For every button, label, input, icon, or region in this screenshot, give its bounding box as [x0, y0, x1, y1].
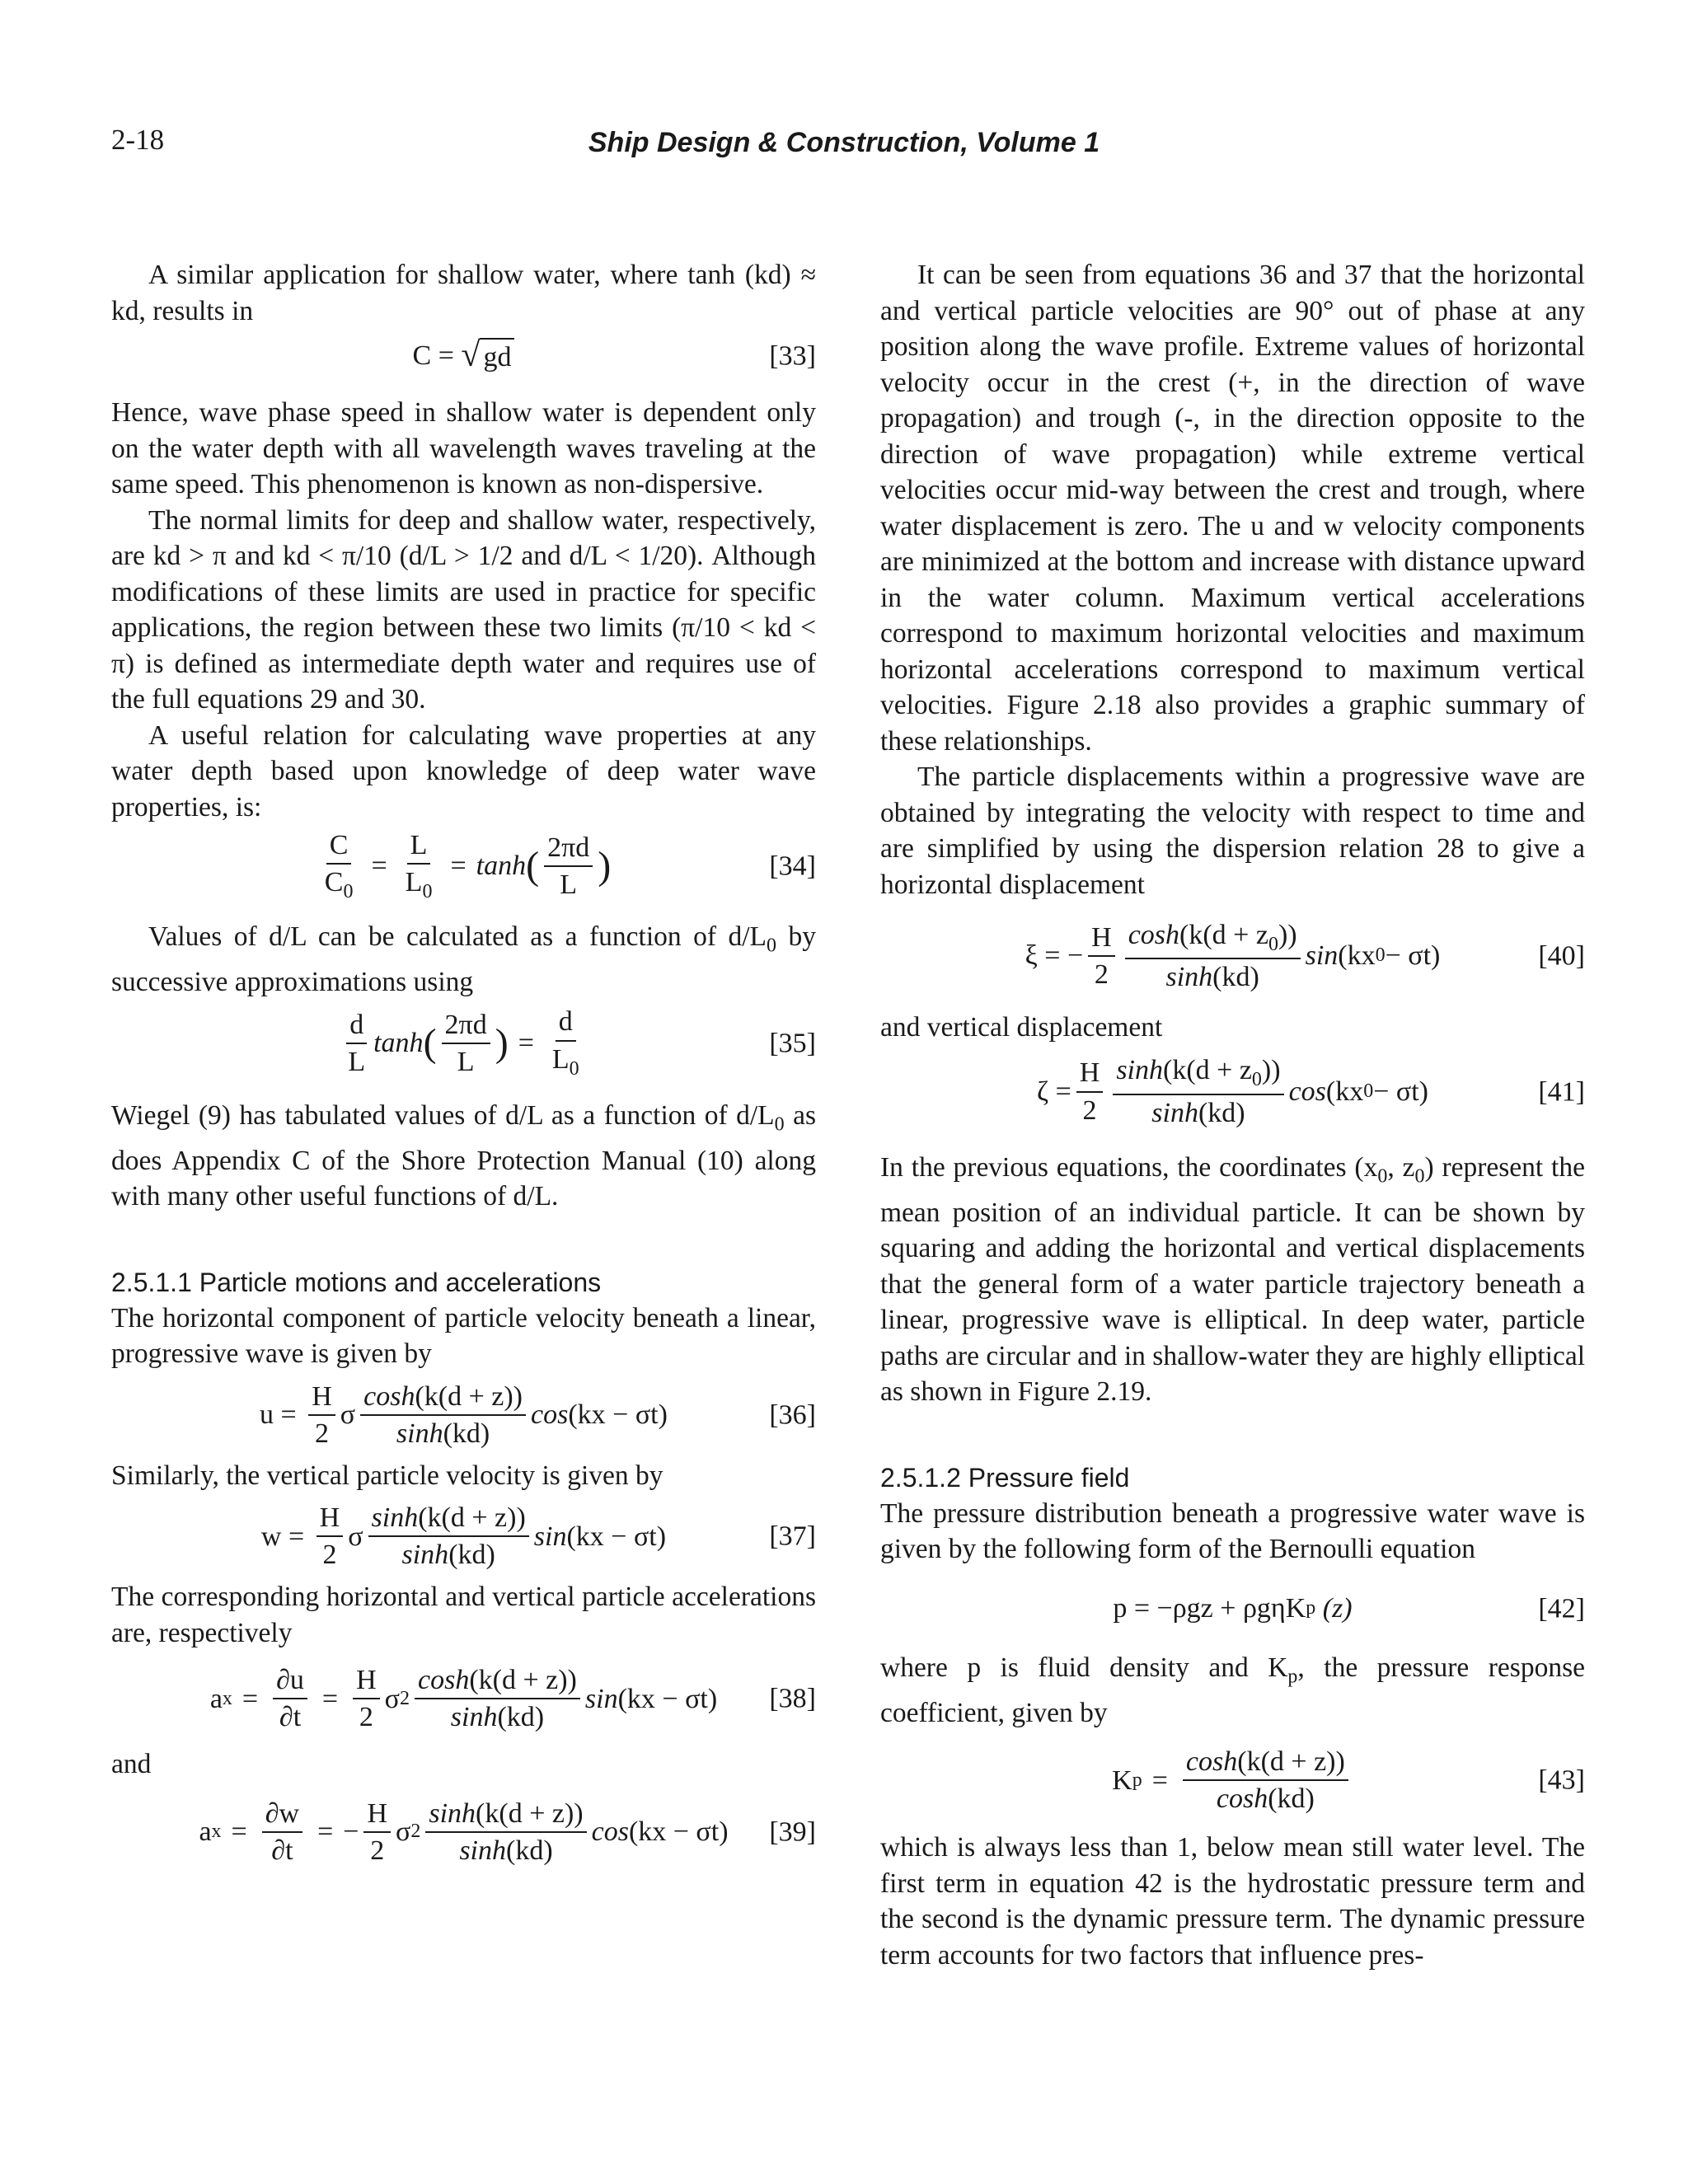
section-heading: 2.5.1.2 Pressure field [880, 1462, 1130, 1493]
paragraph: It can be seen from equations 36 and 37 that the horizontal and vertical particle velocities are 90° out of phase at any position along the wave profile. Extreme values of horizontal velocity occur in the crest (+, in the direction of wave propagation) and trough (-, in the direction opposite to the direction of wave propagation) while extreme vertical velocities occur mid-way between the crest and trough, where water displacement is zero. The u and w velocity components are minimized at the bottom and increase with distance upward in the water column. Maximum vertical accelerations correspond to maximum horizontal velocities and maximum horizontal accelerations correspond to maximum vertical velocities. Figure 2.18 also provides a graphic summary of these relationships. [880, 260, 1585, 757]
equation-42: p = −ρgz + ρgηK p (z) [42] [1113, 1593, 1585, 1624]
equation-number: [33] [769, 340, 816, 372]
paragraph: The normal limits for deep and shallow water, respectively, are kd > π and kd < π/10 (d/L > 1/2 and d/L < 1/20). Although modifications of these limits are used in practice for specific applications, the region between these two limits (π/10 < kd < π) is defined as intermediate depth water and requires use of the full equations 29 and 30. [111, 504, 816, 715]
right-column [880, 257, 1585, 1973]
equation-40: ξ = − $\frac{H}{2}$ $\frac{\cosh(k(d + z_0))}{\sinh(kd)}$ sin (kx 0 − σt) [40] [1025, 919, 1585, 993]
equation-number: [38] [769, 1683, 816, 1714]
equation-41: ζ = $\frac{H}{2}$ $\frac{\sinh(k(d + z_0))}{\sinh(kd)}$ cos (kx 0 − σt) [41] [1036, 1055, 1585, 1128]
paragraph: The pressure distribution beneath a progressive water wave is given by the following form of the Bernoulli equation [880, 1497, 1585, 1565]
left-column [111, 257, 816, 1882]
eq-lhs: C = [412, 340, 454, 372]
equation-number: [40] [1538, 940, 1585, 972]
paragraph: Hence, wave phase speed in shallow water is dependent only on the water depth with all wavelength waves traveling at the same speed. This phenomenon is known as non-dispersive. [111, 397, 816, 499]
paragraph: Similarly, the vertical particle velocity is given by [111, 1460, 663, 1491]
paragraph: The corresponding horizontal and vertical particle accelerations are, respectively [111, 1582, 816, 1648]
paragraph: In the previous equations, the coordinates ($x_0$, $z_0$) represent the mean position of an individual particle. It can be shown by squaring and adding the horizontal and vertical displacements that the general form of a water particle trajectory beneath a linear, progressive wave is elliptical. In deep water, particle paths are circular and in shallow-water they are highly elliptical as shown in Figure 2.19. [880, 1151, 1585, 1408]
equation-number: [37] [769, 1521, 816, 1552]
paragraph: The horizontal component of particle velocity beneath a linear, progressive wave is given by [111, 1302, 816, 1370]
sqrt: √ gd [461, 338, 514, 373]
page-number: 2-18 [111, 124, 165, 156]
equation-number: [39] [769, 1816, 816, 1848]
paragraph: and vertical displacement [880, 1012, 1163, 1043]
paragraph: where p is fluid density and $K_p$, the pressure response coefficient, given by [880, 1652, 1585, 1728]
paragraph: The particle displacements within a progressive wave are obtained by integrating the velocity with respect to time and are simplified by using the dispersion relation 28 to give a horizontal displacement [880, 762, 1585, 900]
paragraph: and [111, 1749, 152, 1780]
equation-number: [34] [769, 851, 816, 882]
equation-37: w = $\frac{H}{2}$ σ $\frac{\sinh(k(d + z))}{\sinh(kd)}$ sin (kx − σt) [37] [260, 1502, 816, 1571]
equation-33 [111, 329, 816, 383]
equation-number: [36] [769, 1399, 816, 1431]
equation-number: [42] [1538, 1593, 1585, 1624]
paragraph: Wiegel (9) has tabulated values of d/L as a function of $d/L_0$ as does Appendix C of the Shore Protection Manual (10) along with many other useful functions of d/L. [111, 1099, 816, 1212]
paragraph: A useful relation for calculating wave properties at any water depth based upon knowledge of deep water wave properties, is: [111, 719, 816, 823]
equation-34: $\frac{C}{C_0}$ = $\frac{L}{L_0}$ = tanh ( $\frac{2\pi d}{L}$ ) [34] [324, 829, 816, 902]
equation-38: a x = $\frac{\partial u}{\partial t}$ = $\frac{H}{2}$ σ 2 $\frac{\cosh(k(d + z))}{\sinh(kd)}$ sin (kx − σt) [38] [209, 1665, 816, 1733]
equation-39: a x = $\frac{\partial w}{\partial t}$ = − $\frac{H}{2}$ σ 2 $\frac{\sinh(k(d + z))}{\sinh(kd)}$ cos (kx − σt) [39] [199, 1797, 816, 1866]
paragraph: which is always less than 1, below mean still water level. The first term in equation 42 is the hydrostatic pressure term and the second is the dynamic pressure term. The dynamic pressure term accounts for two factors that influence pres- [880, 1832, 1585, 1971]
equation-43: K p = $\frac{\cosh(k(d + z))}{\cosh(kd)}$ [43] [1112, 1746, 1585, 1815]
paragraph: Values of d/L can be calculated as a function of $d/L_0$ by successive approximations using [111, 921, 816, 998]
equation-number: [41] [1538, 1076, 1585, 1107]
equation-36: u = $\frac{H}{2}$ σ $\frac{\cosh(k(d + z))}{\sinh(kd)}$ cos (kx − σt) [36] [260, 1380, 816, 1449]
running-title: Ship Design & Construction, Volume 1 [588, 127, 1100, 158]
equation-number: [35] [769, 1028, 816, 1059]
section-heading: 2.5.1.1 Particle motions and accelerations [111, 1267, 602, 1297]
equation-35: $\frac{d}{L}$ tanh ( $\frac{2\pi d}{L}$ ) = $\frac{d}{L_0}$ [35] [111, 1001, 816, 1086]
equation-number: [43] [1538, 1765, 1585, 1796]
paragraph: A similar application for shallow water, where tanh (kd) ≈ kd, results in [111, 260, 816, 326]
